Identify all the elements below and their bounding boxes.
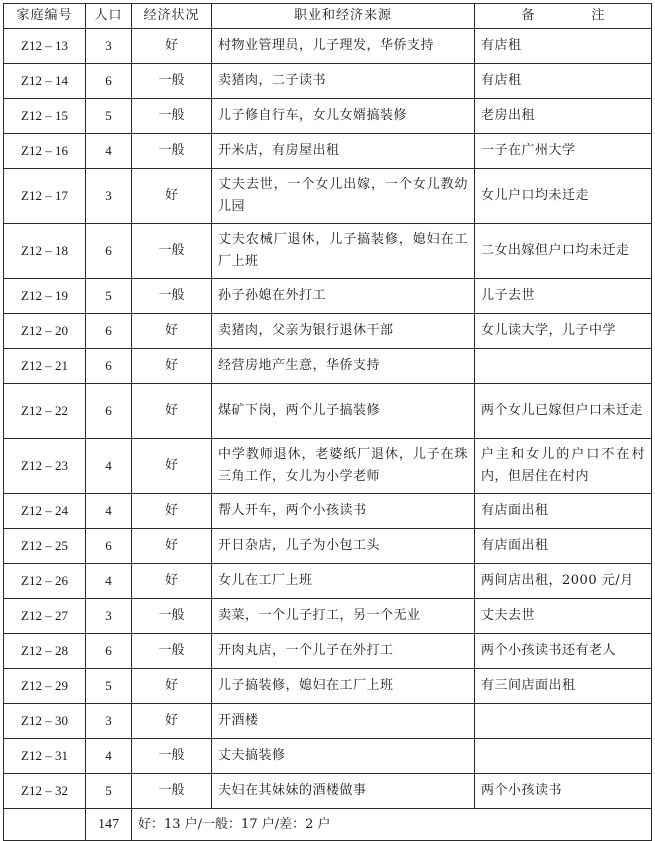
table-row bbox=[4, 169, 652, 224]
occupation-cell: 卖猪肉，二子读书 bbox=[212, 64, 475, 99]
table-row bbox=[4, 529, 652, 564]
occupation-cell: 女儿在工厂上班 bbox=[212, 564, 475, 599]
economic-status-cell: 好 bbox=[132, 29, 212, 64]
population-cell: 5 bbox=[86, 669, 132, 704]
table-row bbox=[4, 634, 652, 669]
economic-status-cell: 一般 bbox=[132, 99, 212, 134]
household-id-cell: Z12 – 32 bbox=[4, 774, 86, 809]
economic-status-cell: 好 bbox=[132, 349, 212, 384]
population-cell: 3 bbox=[86, 29, 132, 64]
household-id-cell: Z12 – 31 bbox=[4, 739, 86, 774]
header-population: 人口 bbox=[86, 4, 132, 29]
economic-status-cell: 一般 bbox=[132, 774, 212, 809]
notes-cell: 两间店出租，2000 元/月 bbox=[475, 564, 652, 599]
population-cell: 5 bbox=[86, 279, 132, 314]
population-cell: 3 bbox=[86, 704, 132, 739]
economic-status-cell: 一般 bbox=[132, 634, 212, 669]
table-row bbox=[4, 134, 652, 169]
notes-cell: 户主和女儿的户口不在村内，但居住在村内 bbox=[475, 439, 652, 494]
header-notes: 备 注 bbox=[475, 4, 652, 29]
notes-cell: 有店租 bbox=[475, 64, 652, 99]
economic-status-cell: 一般 bbox=[132, 599, 212, 634]
population-cell: 6 bbox=[86, 314, 132, 349]
population-cell: 4 bbox=[86, 564, 132, 599]
occupation-cell: 卖菜，一个儿子打工，另一个无业 bbox=[212, 599, 475, 634]
table-row bbox=[4, 384, 652, 439]
notes-cell: 有三间店面出租 bbox=[475, 669, 652, 704]
notes-cell: 二女出嫁但户口均未迁走 bbox=[475, 224, 652, 279]
household-id-cell: Z12 – 18 bbox=[4, 224, 86, 279]
economic-status-cell: 好 bbox=[132, 704, 212, 739]
population-cell: 4 bbox=[86, 134, 132, 169]
household-id-cell: Z12 – 20 bbox=[4, 314, 86, 349]
household-id-cell: Z12 – 13 bbox=[4, 29, 86, 64]
population-cell: 5 bbox=[86, 99, 132, 134]
household-id-cell: Z12 – 14 bbox=[4, 64, 86, 99]
household-survey-table bbox=[3, 3, 652, 841]
table-row bbox=[4, 279, 652, 314]
summary-population-total: 147 bbox=[86, 809, 132, 841]
population-cell: 6 bbox=[86, 634, 132, 669]
table-summary bbox=[4, 809, 652, 841]
household-id-cell: Z12 – 21 bbox=[4, 349, 86, 384]
header-household-id: 家庭编号 bbox=[4, 4, 86, 29]
economic-status-cell: 好 bbox=[132, 564, 212, 599]
occupation-cell: 开酒楼 bbox=[212, 704, 475, 739]
economic-status-cell: 好 bbox=[132, 314, 212, 349]
population-cell: 6 bbox=[86, 349, 132, 384]
occupation-cell: 儿子搞装修，媳妇在工厂上班 bbox=[212, 669, 475, 704]
occupation-cell: 中学教师退休，老婆纸厂退休，儿子在珠三角工作，女儿为小学老师 bbox=[212, 439, 475, 494]
summary-economy-breakdown: 好：13 户/一般：17 户/差：2 户 bbox=[132, 809, 652, 841]
header-occupation-income: 职业和经济来源 bbox=[212, 4, 475, 29]
economic-status-cell: 好 bbox=[132, 384, 212, 439]
notes-cell: 丈夫去世 bbox=[475, 599, 652, 634]
household-id-cell: Z12 – 28 bbox=[4, 634, 86, 669]
household-id-cell: Z12 – 25 bbox=[4, 529, 86, 564]
economic-status-cell: 一般 bbox=[132, 279, 212, 314]
economic-status-cell: 好 bbox=[132, 529, 212, 564]
occupation-cell: 丈夫农械厂退休，儿子搞装修，媳妇在工厂上班 bbox=[212, 224, 475, 279]
table-body bbox=[4, 29, 652, 809]
occupation-cell: 丈夫搞装修 bbox=[212, 739, 475, 774]
table-row bbox=[4, 774, 652, 809]
population-cell: 6 bbox=[86, 64, 132, 99]
notes-cell: 有店面出租 bbox=[475, 494, 652, 529]
household-id-cell: Z12 – 19 bbox=[4, 279, 86, 314]
economic-status-cell: 一般 bbox=[132, 134, 212, 169]
population-cell: 4 bbox=[86, 494, 132, 529]
table-row bbox=[4, 29, 652, 64]
economic-status-cell: 一般 bbox=[132, 739, 212, 774]
occupation-cell: 孙子孙媳在外打工 bbox=[212, 279, 475, 314]
header-row bbox=[4, 4, 652, 29]
occupation-cell: 帮人开车，两个小孩读书 bbox=[212, 494, 475, 529]
notes-cell bbox=[475, 739, 652, 774]
occupation-cell: 开米店，有房屋出租 bbox=[212, 134, 475, 169]
household-id-cell: Z12 – 17 bbox=[4, 169, 86, 224]
notes-cell: 老房出租 bbox=[475, 99, 652, 134]
notes-cell: 儿子去世 bbox=[475, 279, 652, 314]
summary-row bbox=[4, 809, 652, 841]
economic-status-cell: 好 bbox=[132, 494, 212, 529]
notes-cell: 两个小孩读书还有老人 bbox=[475, 634, 652, 669]
occupation-cell: 夫妇在其妹妹的酒楼做事 bbox=[212, 774, 475, 809]
economic-status-cell: 好 bbox=[132, 439, 212, 494]
table-row bbox=[4, 599, 652, 634]
occupation-cell: 村物业管理员，儿子理发，华侨支持 bbox=[212, 29, 475, 64]
economic-status-cell: 好 bbox=[132, 169, 212, 224]
notes-cell bbox=[475, 704, 652, 739]
population-cell: 6 bbox=[86, 529, 132, 564]
occupation-cell: 开日杂店，儿子为小包工头 bbox=[212, 529, 475, 564]
household-id-cell: Z12 – 29 bbox=[4, 669, 86, 704]
header-economic-status: 经济状况 bbox=[132, 4, 212, 29]
household-id-cell: Z12 – 24 bbox=[4, 494, 86, 529]
notes-cell: 一子在广州大学 bbox=[475, 134, 652, 169]
table-row bbox=[4, 739, 652, 774]
occupation-cell: 经营房地产生意，华侨支持 bbox=[212, 349, 475, 384]
population-cell: 5 bbox=[86, 774, 132, 809]
household-id-cell: Z12 – 27 bbox=[4, 599, 86, 634]
economic-status-cell: 一般 bbox=[132, 64, 212, 99]
notes-cell: 两个女儿已嫁但户口未迁走 bbox=[475, 384, 652, 439]
notes-cell: 两个小孩读书 bbox=[475, 774, 652, 809]
population-cell: 6 bbox=[86, 224, 132, 279]
table-row bbox=[4, 64, 652, 99]
household-id-cell: Z12 – 22 bbox=[4, 384, 86, 439]
economic-status-cell: 一般 bbox=[132, 224, 212, 279]
occupation-cell: 丈夫去世，一个女儿出嫁，一个女儿教幼儿园 bbox=[212, 169, 475, 224]
population-cell: 3 bbox=[86, 599, 132, 634]
notes-cell: 女儿读大学，儿子中学 bbox=[475, 314, 652, 349]
notes-cell bbox=[475, 349, 652, 384]
table-row bbox=[4, 494, 652, 529]
household-id-cell: Z12 – 26 bbox=[4, 564, 86, 599]
table-row bbox=[4, 704, 652, 739]
population-cell: 4 bbox=[86, 439, 132, 494]
population-cell: 3 bbox=[86, 169, 132, 224]
table-row bbox=[4, 439, 652, 494]
table-row bbox=[4, 669, 652, 704]
table-row bbox=[4, 564, 652, 599]
household-id-cell: Z12 – 23 bbox=[4, 439, 86, 494]
notes-cell: 有店租 bbox=[475, 29, 652, 64]
occupation-cell: 卖猪肉，父亲为银行退休干部 bbox=[212, 314, 475, 349]
population-cell: 6 bbox=[86, 384, 132, 439]
summary-id-cell bbox=[4, 809, 86, 841]
household-id-cell: Z12 – 16 bbox=[4, 134, 86, 169]
notes-cell: 女儿户口均未迁走 bbox=[475, 169, 652, 224]
occupation-cell: 开肉丸店，一个儿子在外打工 bbox=[212, 634, 475, 669]
table-row bbox=[4, 314, 652, 349]
table-row bbox=[4, 99, 652, 134]
population-cell: 4 bbox=[86, 739, 132, 774]
economic-status-cell: 好 bbox=[132, 669, 212, 704]
table-header bbox=[4, 4, 652, 29]
notes-cell: 有店面出租 bbox=[475, 529, 652, 564]
table-row bbox=[4, 224, 652, 279]
household-id-cell: Z12 – 15 bbox=[4, 99, 86, 134]
occupation-cell: 儿子修自行车，女儿女婿搞装修 bbox=[212, 99, 475, 134]
occupation-cell: 煤矿下岗，两个儿子搞装修 bbox=[212, 384, 475, 439]
table-row bbox=[4, 349, 652, 384]
household-id-cell: Z12 – 30 bbox=[4, 704, 86, 739]
